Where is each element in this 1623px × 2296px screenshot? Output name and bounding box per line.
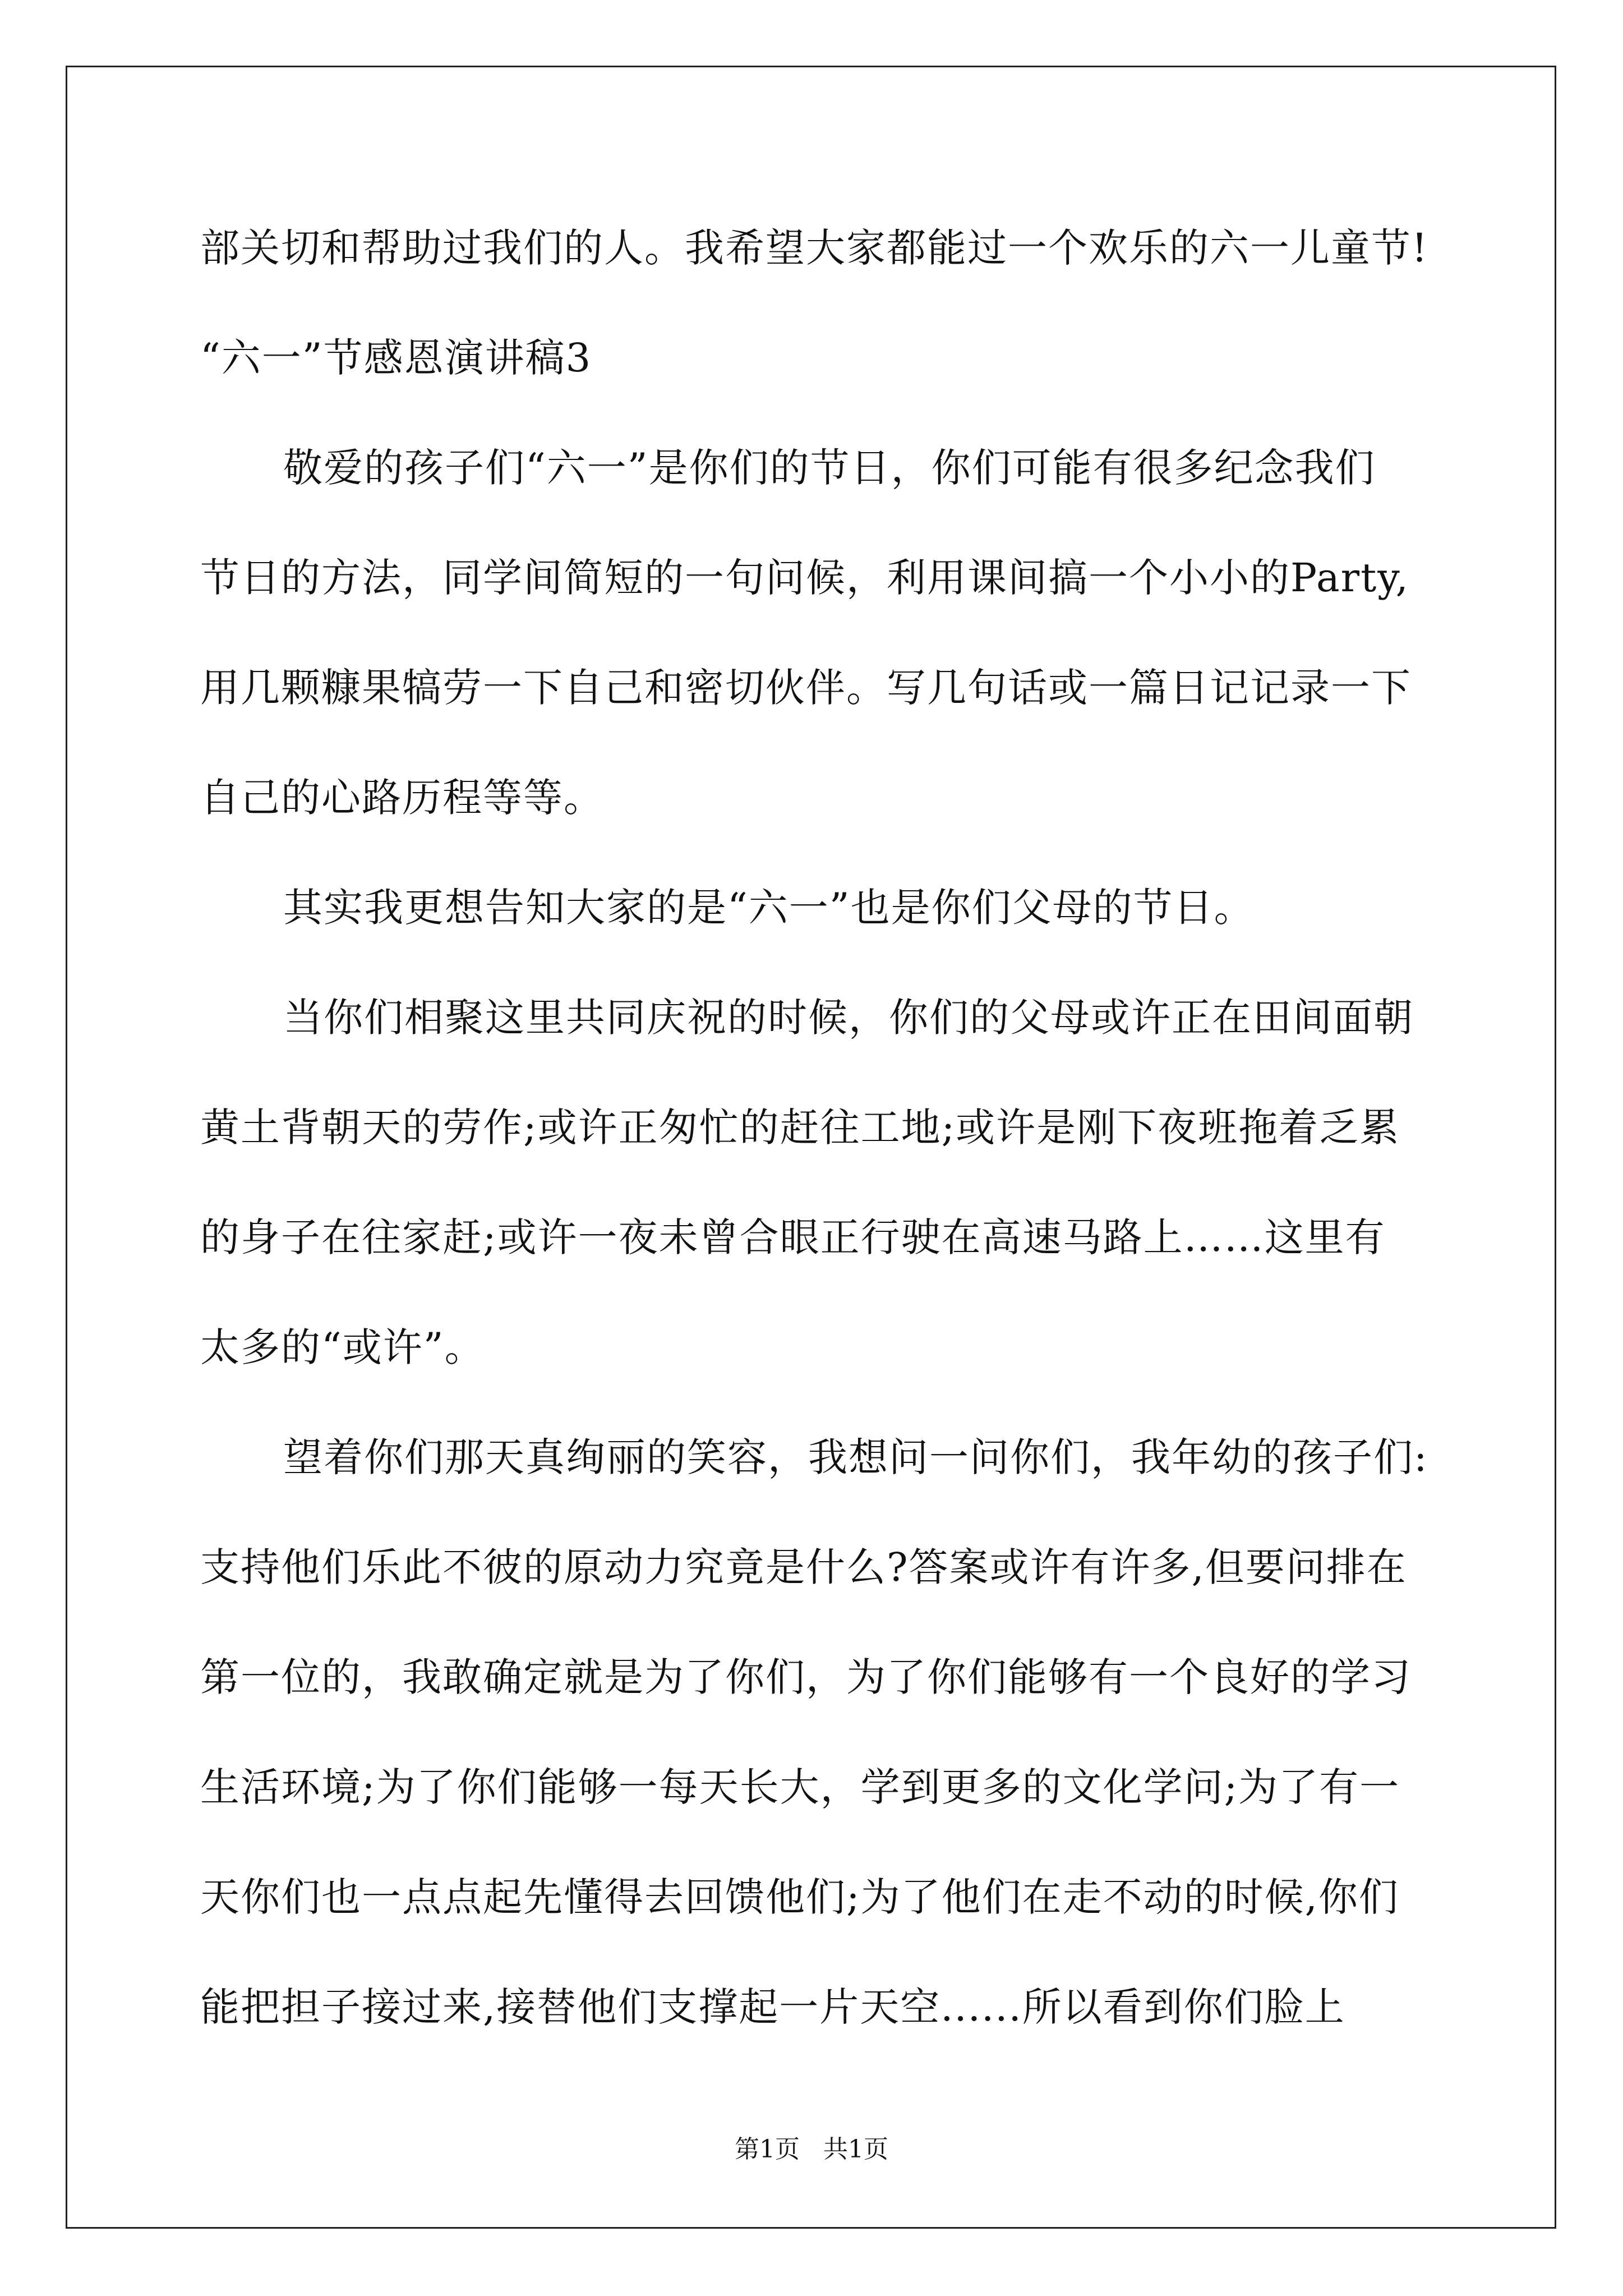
- text-line-15: 生活环境;为了你们能够一每天长大，学到更多的文化学问;为了有一: [200, 1764, 1400, 1810]
- text-line-6: 自己的心路历程等等。: [200, 775, 604, 821]
- text-line-3: 敬爱的孩子们“六一”是你们的节日，你们可能有很多纪念我们: [283, 445, 1376, 491]
- text-line-12: 望着你们那天真绚丽的笑容，我想问一问你们，我年幼的孩子们:: [283, 1434, 1428, 1480]
- text-line-8: 当你们相聚这里共同庆祝的时候，你们的父母或许正在田间面朝: [283, 995, 1414, 1041]
- text-line-1: 部关切和帮助过我们的人。我希望大家都能过一个欢乐的六一儿童节!: [200, 225, 1429, 271]
- text-line-4: 节日的方法，同学间简短的一句问候，利用课间搞一个小小的Party,: [200, 555, 1409, 601]
- text-line-7: 其实我更想告知大家的是“六一”也是你们父母的节日。: [283, 885, 1255, 931]
- page-number-footer: 第1页 共1页: [735, 2135, 888, 2164]
- text-line-11: 太多的“或许”。: [200, 1324, 485, 1370]
- text-line-17: 能把担子接过来,接替他们支撑起一片天空......所以看到你们脸上: [200, 1984, 1345, 2030]
- text-line-5: 用几颗糠果犒劳一下自己和密切伙伴。写几句话或一篇日记记录一下: [200, 665, 1412, 711]
- text-line-16: 天你们也一点点起先懂得去回馈他们;为了他们在走不动的时候,你们: [200, 1874, 1399, 1920]
- text-line-10: 的身子在往家赶;或许一夜未曾合眼正行驶在高速马路上……这里有: [200, 1214, 1386, 1260]
- text-line-14: 第一位的，我敢确定就是为了你们，为了你们能够有一个良好的学习: [200, 1654, 1412, 1700]
- text-line-9: 黄土背朝天的劳作;或许正匆忙的赶往工地;或许是刚下夜班拖着乏累: [200, 1105, 1400, 1151]
- document-body: [200, 220, 1434, 2089]
- section-title: “六一”节感恩演讲稿3: [200, 335, 592, 381]
- text-line-13: 支持他们乐此不彼的原动力究竟是什么?答案或许有许多,但要问排在: [200, 1544, 1407, 1590]
